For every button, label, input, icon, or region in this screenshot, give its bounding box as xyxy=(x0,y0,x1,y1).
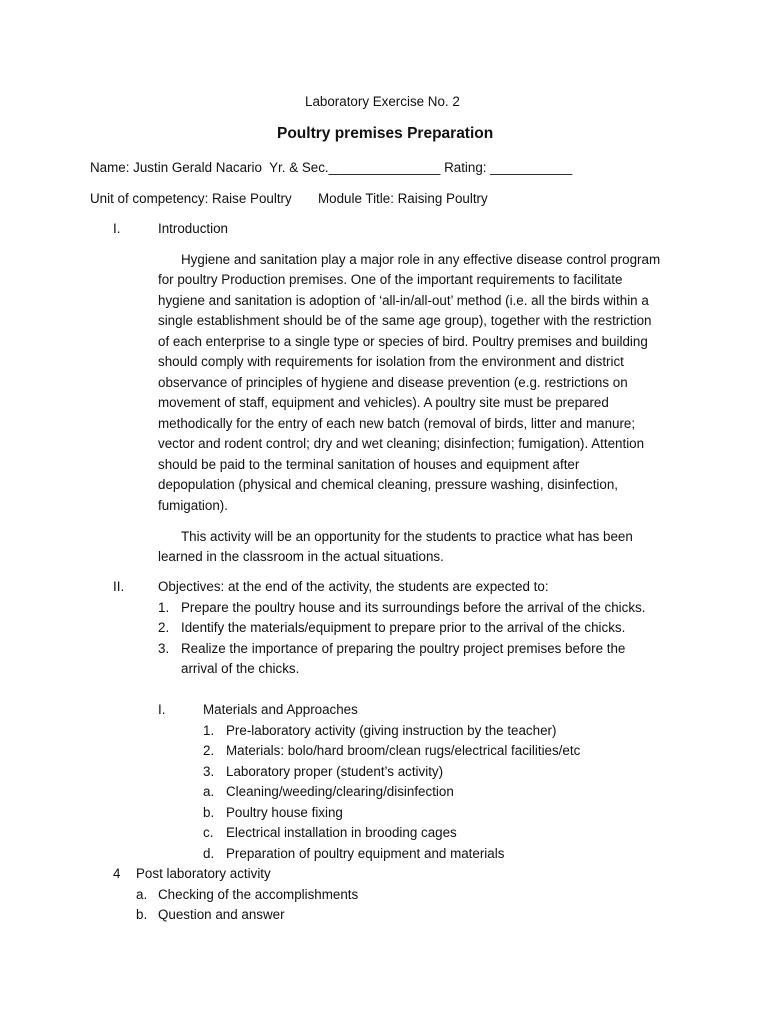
intro-paragraph-line: should be paid to the terminal sanitation of houses and equipment after xyxy=(158,457,580,472)
section-heading-objectives: Objectives: at the end of the activity, the students are expected to: xyxy=(158,579,549,594)
materials-item: Pre-laboratory activity (giving instruction by the teacher) xyxy=(226,723,557,738)
materials-number: 1. xyxy=(203,723,215,738)
objective-number: 2. xyxy=(158,620,170,635)
materials-number: 3. xyxy=(203,764,215,779)
activity-paragraph-line: learned in the classroom in the actual situations. xyxy=(158,549,444,564)
name-line: Name: Justin Gerald Nacario Yr. & Sec._______________ Rating: ___________ xyxy=(90,160,573,175)
intro-paragraph-line: Hygiene and sanitation play a major role in any effective disease control program xyxy=(181,252,661,267)
post-lab-letter: b. xyxy=(136,907,148,922)
post-lab-item: Checking of the accomplishments xyxy=(158,887,359,902)
intro-paragraph-line: observance of principles of hygiene and disease prevention (e.g. restrictions on xyxy=(158,375,628,390)
objective-item-continuation: arrival of the chicks. xyxy=(181,661,300,676)
section-heading-materials: Materials and Approaches xyxy=(203,702,358,717)
intro-paragraph-line: hygiene and sanitation is adoption of ‘all-in/all-out’ method (i.e. all the birds within a xyxy=(158,293,649,308)
objective-item: Identify the materials/equipment to prepare prior to the arrival of the chicks. xyxy=(181,620,626,635)
intro-paragraph-line: methodically for the entry of each new batch (removal of birds, litter and manure; xyxy=(158,416,636,431)
materials-item: Materials: bolo/hard broom/clean rugs/electrical facilities/etc xyxy=(226,743,581,758)
post-lab-item: Question and answer xyxy=(158,907,285,922)
materials-item: Poultry house fixing xyxy=(226,805,343,820)
materials-number: 2. xyxy=(203,743,215,758)
intro-paragraph-line: single establishment should be of the same age group), together with the restriction xyxy=(158,313,652,328)
intro-paragraph-line: should comply with requirements for isolation from the environment and district xyxy=(158,354,624,369)
section-heading-introduction: Introduction xyxy=(158,221,228,236)
exercise-number: Laboratory Exercise No. 2 xyxy=(305,94,460,109)
post-lab-letter: a. xyxy=(136,887,148,902)
page-title: Poultry premises Preparation xyxy=(277,125,494,142)
materials-letter: c. xyxy=(203,825,214,840)
intro-paragraph-line: depopulation (physical and chemical cleaning, pressure washing, disinfection, xyxy=(158,477,619,492)
materials-item: Electrical installation in brooding cages xyxy=(226,825,457,840)
objective-number: 1. xyxy=(158,600,170,615)
intro-paragraph-line: movement of staff, equipment and vehicles). A poultry site must be prepared xyxy=(158,395,609,410)
intro-paragraph-line: vector and rodent control; dry and wet cleaning; disinfection; fumigation). Attention xyxy=(158,436,645,451)
materials-item: Preparation of poultry equipment and materials xyxy=(226,846,505,861)
objective-item: Realize the importance of preparing the poultry project premises before the xyxy=(181,641,626,656)
intro-paragraph-line: of each enterprise to a single type or species of bird. Poultry premises and building xyxy=(158,334,648,349)
materials-letter: a. xyxy=(203,784,215,799)
unit-of-competency: Unit of competency: Raise Poultry xyxy=(90,191,292,206)
section-numeral: II. xyxy=(113,579,125,594)
materials-letter: b. xyxy=(203,805,215,820)
intro-paragraph-line: fumigation). xyxy=(158,498,228,513)
materials-item: Laboratory proper (student’s activity) xyxy=(226,764,444,779)
materials-item: Cleaning/weeding/clearing/disinfection xyxy=(226,784,454,799)
section-heading-post-lab: Post laboratory activity xyxy=(136,866,271,881)
section-numeral: 4 xyxy=(113,866,121,881)
objective-item: Prepare the poultry house and its surroundings before the arrival of the chicks. xyxy=(181,600,646,615)
objective-number: 3. xyxy=(158,641,170,656)
materials-letter: d. xyxy=(203,846,215,861)
activity-paragraph-line: This activity will be an opportunity for the students to practice what has been xyxy=(181,529,633,544)
section-numeral: I. xyxy=(158,702,166,717)
intro-paragraph-line: for poultry Production premises. One of the important requirements to facilitate xyxy=(158,272,623,287)
module-title: Module Title: Raising Poultry xyxy=(318,191,488,206)
section-numeral: I. xyxy=(113,221,121,236)
